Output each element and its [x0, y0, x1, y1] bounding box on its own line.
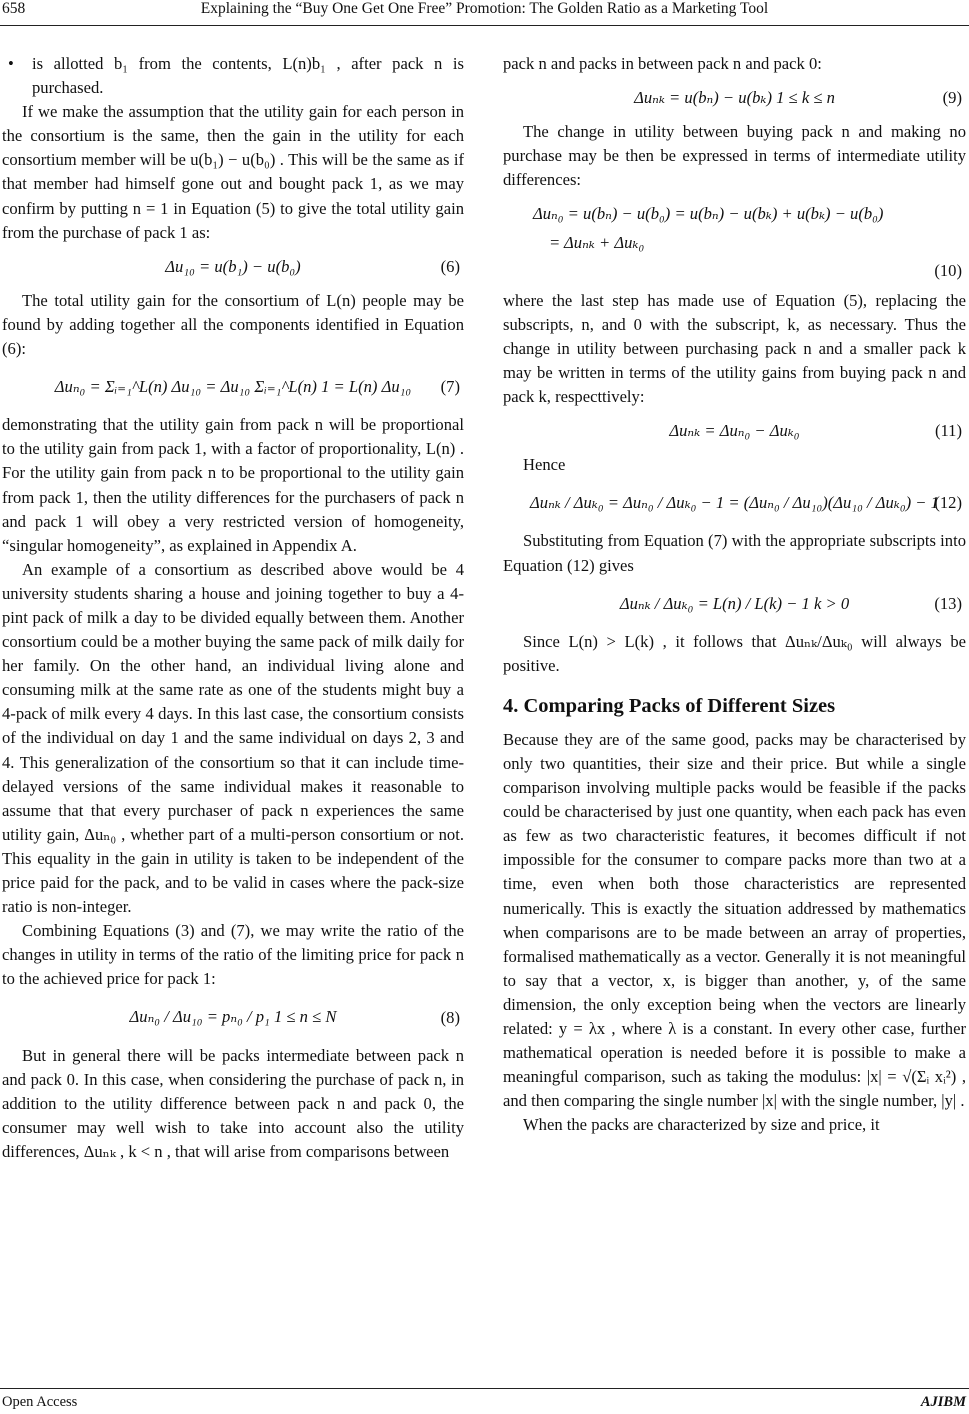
paragraph: Because they are of the same good, packs may be characterised by only two quantities, their size and their price. But while a single comparison involving multiple packs would be feasible if the packs could be characterised by just one quantity, when each pack has even as few as two characteristic features, it becomes difficult if not impossible for the consumer to compare packs more than two at a time, even when both those characteristics are represented numerically. This is exactly the situation addressed by mathematics when comparisons are to be made between an array of properties, formalised mathematically as a vector. Generally it is not meaningful to say that a vector, x, is bigger than another, y, of the same dimension, the only exception being when the vectors are linearly related: y = λx , where λ is a constant. In every other case, further mathematical operation is needed before it is possible to make a meaningful comparison, such as taking the modulus: |x| = √(Σᵢ xᵢ²) , and then comparing the single number |x| with the single number, |y| . — [503, 729, 966, 1111]
open-access-label: Open Access — [2, 1394, 78, 1410]
equation-number: (6) — [440, 256, 460, 276]
equation-12: Δuₙₖ / Δuₖ₀ = Δuₙ₀ / Δuₖ₀ − 1 = (Δuₙ₀ / Δu₁₀)(Δu₁₀ / Δuₖ₀) − 1 (12) — [503, 491, 966, 515]
equation-9: Δuₙₖ = u(bₙ) − u(bₖ) 1 ≤ k ≤ n (9) — [503, 86, 966, 110]
equation-7: Δuₙ₀ = Σᵢ₌₁^L(n) Δu₁₀ = Δu₁₀ Σᵢ₌₁^L(n) 1 = L(n) Δu₁₀ (7) — [2, 375, 464, 399]
footer-rule — [0, 1388, 969, 1389]
equation-number: (9) — [942, 88, 962, 108]
paragraph: Substituting from Equation (7) with the appropriate subscripts into Equation (12) gives — [503, 531, 966, 575]
paragraph: But in general there will be packs intermediate between pack n and pack 0. In this case, when considering the purchase of pack n, in addition to the utility difference between pack n and pack 0, the consumer may well wish to take into account also the utility differences, Δuₙₖ , k < n , that will arise from comparisons between — [2, 1045, 464, 1161]
paragraph: pack n and packs in between pack n and pack 0: — [503, 54, 822, 73]
equation-13: Δuₙₖ / Δuₖ₀ = L(n) / L(k) − 1 k > 0 (13) — [503, 592, 966, 616]
equation-number: (10) — [934, 260, 962, 280]
equation-11: Δuₙₖ = Δuₙ₀ − Δuₖ₀ (11) — [503, 419, 966, 443]
equation-number: (11) — [934, 421, 962, 441]
journal-abbreviation: AJIBM — [920, 1394, 966, 1410]
paragraph: An example of a consortium as described above would be 4 university students sharing a house and joining together to buy a 4-pint pack of milk a day to be divided equally between them. Another consortium could be a mother buying the same pack of milk daily for her family. On the other hand, an individual living alone and consuming milk at the same rate as one of the students might buy a 4-pack of milk every 4 days. In this last case, the consortium consists of the individual on day 1 and the same individual on days 2, 3 and 4. This generalization of the consortium so that it can include time-delayed versions of the same individual makes it reasonable to assume that that every purchaser of pack n experiences the same utility gain, Δuₙ₀ , whether part of a multi-person consortium or not. This equality in the gain in utility is taken to be independent of the price paid for the pack, and to be valid in cases where the pack-size ratio is non-integer. — [2, 559, 464, 917]
equation-number: (8) — [440, 1007, 460, 1027]
bullet-item: • is allotted b₁ from the contents, L(n)b₁ , after pack n is purchased. — [8, 54, 464, 98]
equation-10a: Δuₙ₀ = u(bₙ) − u(b₀) = u(bₙ) − u(bₖ) + u(bₖ) − u(b₀) — [533, 204, 884, 224]
header-rule — [0, 25, 969, 26]
paragraph: Combining Equations (3) and (7), we may write the ratio of the changes in utility in terms of the ratio of the limiting price for pack n to the achieved price for pack 1: — [2, 921, 464, 989]
page-number: 658 — [2, 0, 26, 17]
paragraph: Since L(n) > L(k) , it follows that Δuₙₖ/Δuₖ₀ will always be positive. — [503, 631, 966, 675]
equation-number: (7) — [440, 377, 460, 397]
paragraph: When the packs are characterized by size and price, it — [523, 1115, 880, 1135]
left-column — [2, 52, 464, 1164]
equation-8: Δuₙ₀ / Δu₁₀ = pₙ₀ / p₁ 1 ≤ n ≤ N (8) — [2, 1005, 464, 1029]
paragraph: where the last step has made use of Equation (5), replacing the subscripts, n, and 0 with the subscript, k, as necessary. Thus the change in utility between purchasing pack n and a smaller pack k may be written in terms of the utility gains from buying pack n and pack k, respecttively: — [503, 290, 966, 407]
section-heading: 4. Comparing Packs of Different Sizes — [503, 694, 836, 717]
page-header — [0, 0, 969, 22]
paragraph: The change in utility between buying pack n and making no purchase may be then be expressed in terms of intermediate utility differences: — [503, 122, 966, 190]
running-title: Explaining the “Buy One Get One Free” Promotion: The Golden Ratio as a Marketing Tool — [200, 0, 769, 17]
right-column — [503, 52, 966, 1137]
equation-6: Δu₁₀ = u(b₁) − u(b₀) (6) — [2, 255, 464, 279]
equation-10b: = Δuₙₖ + Δuₖ₀ — [549, 232, 645, 252]
paragraph: demonstrating that the utility gain from pack n will be proportional to the utility gain from pack 1, with a factor of proportionality, L(n) . For the utility gain from pack n to be proportional to the utility gain from pack 1, then the utility differences for the purchasers of pack n and pack 1 will obey a very restricted version of homogeneity, “singular homogeneity”, as explained in Appendix A. — [2, 415, 464, 555]
bullet-dot: • — [8, 54, 14, 73]
paragraph: Hence — [523, 455, 566, 475]
equation-10-number-row — [503, 259, 966, 283]
paragraph: If we make the assumption that the utility gain for each person in the consortium is the same, then the gain in the utility for each consortium member will be u(b₁) − u(b₀) . This will be the same as if that member had himself gone out and bought pack 1, as we may confirm by putting n = 1 in Equation (5) to give the total utility gain from the purchase of pack 1 as: — [2, 102, 464, 242]
equation-number: (13) — [934, 593, 962, 613]
paragraph: The total utility gain for the consortium of L(n) people may be found by adding together all the components identified in Equation (6): — [2, 290, 464, 359]
equation-number: (12) — [934, 493, 962, 513]
